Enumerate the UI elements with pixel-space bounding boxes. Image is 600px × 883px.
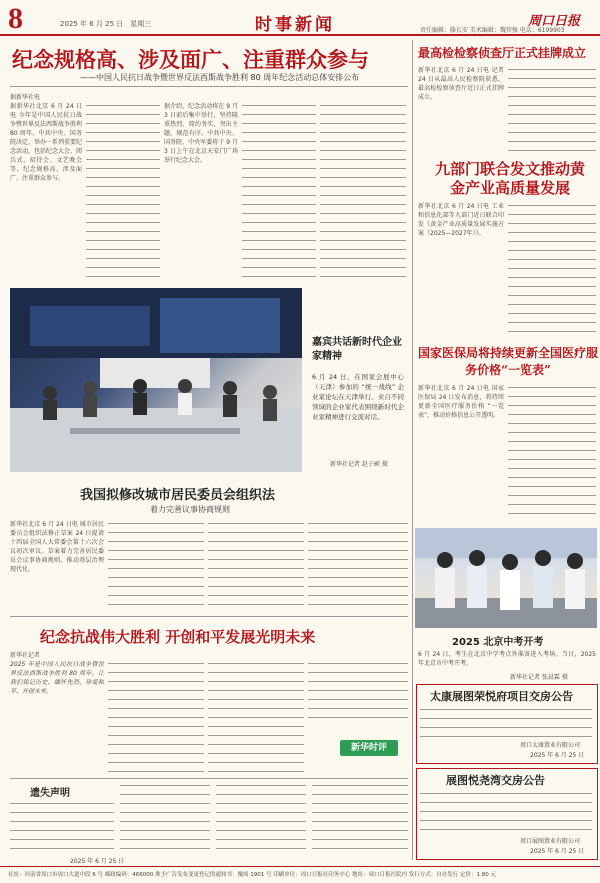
newspaper-logo: 周口日报 xyxy=(528,14,581,29)
medical-price-body: 新华社北京 6 月 24 日电 国家医保局 24 日发布消息，将持续更新全国医疗服务价格 “一览表”，推动价格信息公开透明。 xyxy=(418,385,504,419)
procuratorate-body: 新华社北京 6 月 24 日电 记者 24 日从最高人民检察院获悉，最高检检察侦查厅近日正式挂牌成立。 xyxy=(418,67,504,101)
announcement-title: 太康展图荣悦府项目交房公告 xyxy=(430,690,573,703)
notice-col4 xyxy=(312,782,408,854)
footer-rule xyxy=(0,866,600,867)
lead-subheadline: ——中国人民抗日战争暨世界反法西斯战争胜利 80 周年纪念活动总体安排公布 xyxy=(80,73,360,82)
exam-photo xyxy=(415,528,597,628)
issue-date: 2025 年 6 月 25 日 星期三 xyxy=(60,20,152,28)
notices-title: 遗失声明 xyxy=(30,788,70,799)
lead-body-col2 xyxy=(86,102,160,282)
forum-photo xyxy=(10,288,302,472)
exam-headline: 2025 北京中考开考 xyxy=(452,637,544,648)
editor-line: 责任编辑：滕长安 美术编辑：魏智强 电话：6199903 xyxy=(420,27,565,34)
divider xyxy=(10,616,408,617)
forum-photo-illustration xyxy=(10,288,302,472)
announcement-title: 展图悦尧湾交房公告 xyxy=(446,774,545,787)
divider xyxy=(10,86,408,87)
xinhua-commentary-badge: 新华时评 xyxy=(340,740,398,756)
committee-headline: 我国拟修改城市居民委员会组织法 xyxy=(80,488,276,503)
gold-industry-body: 新华社北京 6 月 24 日电 工业和信息化部等九部门近日联合印发《黄金产业高质量发展实施方案（2025—2027年）》。 xyxy=(418,203,504,237)
notice-col2 xyxy=(120,782,210,854)
footer-imprint: 社址：河南省周口市周口大道中段 6 号 邮政编码：466000 准予广告发布变更登记的通知书：豫周 1901 号 印刷单位：周口日报社印务中心 地址：周口日报社院内 发行方式：自办发行 定价：1.80 元 xyxy=(8,872,496,878)
procuratorate-headline: 最高检检察侦查厅正式挂牌成立 xyxy=(418,46,587,60)
lead-source: 据新华社电 xyxy=(10,94,41,101)
column-divider xyxy=(412,40,413,860)
exam-caption: 6 月 24 日，考生在北京中学考点外准备进入考场。当日，2025 年北京市中考开考。 xyxy=(418,651,596,667)
lead-headline: 纪念规格高、涉及面广、注重群众参与 xyxy=(12,47,369,72)
gold-industry-body-col2 xyxy=(508,202,596,338)
divider xyxy=(10,778,408,779)
committee-subheadline: 着力完善议事协商规则 xyxy=(150,505,230,514)
section-title: 时事新闻 xyxy=(255,15,335,35)
notice-col3 xyxy=(216,782,306,854)
exam-credit: 新华社记者 张晨霖 摄 xyxy=(510,674,568,681)
photo-feature-credit: 新华社记者 赵子硕 摄 xyxy=(330,461,388,468)
commentary-body-col4 xyxy=(308,660,408,726)
commentary-body: 2025 年是中国人民抗日战争暨世界反法西斯战争胜利 80 周年。让我们铭记历史、缅怀先烈、珍爱和平、开创未来。 xyxy=(10,661,104,695)
exam-photo-illustration xyxy=(415,528,597,628)
announcement-body xyxy=(420,706,592,738)
committee-body: 新华社北京 6 月 24 日电 城市居民委员会组织法修正草案 24 日提请十四届全国人大常委会第十六次会议初次审议。草案着力完善居民委员会议事协商规则，推动基层治理现代化。 xyxy=(10,521,104,573)
notice-col1 xyxy=(10,800,114,854)
committee-body-col3 xyxy=(208,520,304,612)
announcement-org: 周口太康置业有限公司 xyxy=(520,742,581,749)
announcement-date: 2025 年 6 月 25 日 xyxy=(530,752,585,759)
lead-body-col5 xyxy=(320,102,406,282)
announcement-org: 周口展图置业有限公司 xyxy=(520,838,581,845)
page-number: 8 xyxy=(8,2,23,35)
lead-body-col1: 据新华社北京 6 月 24 日电 今年是中国人民抗日战争暨世界反法西斯战争胜利 80 周年。中共中央、国务院决定，举办一系列重要纪念活动，包括纪念大会、阅兵式、招待会、文艺晚会等。纪念规格高、涉及面广、注重群众参与。 xyxy=(10,103,82,182)
notice-date: 2025 年 6 月 25 日 xyxy=(70,858,125,865)
gold-industry-headline: 九部门联合发文推动黄金产业高质量发展 xyxy=(434,160,585,197)
photo-feature-caption: 6 月 24 日，在国家会展中心（天津）参加的 “统一战线” 企业家论坛在天津举行。来自不同领域的企业家代表围绕新时代企业家精神进行交流对话。 xyxy=(312,373,404,421)
procuratorate-body-col2 xyxy=(508,66,596,158)
medical-price-body-col2 xyxy=(508,384,596,520)
announcement-date: 2025 年 6 月 25 日 xyxy=(530,848,585,855)
commentary-body-col3 xyxy=(208,660,304,772)
committee-body-col2 xyxy=(108,520,204,612)
announcement-body xyxy=(420,790,592,832)
photo-feature-title: 嘉宾共话新时代企业家精神 xyxy=(312,337,402,362)
committee-body-col4 xyxy=(308,520,408,612)
lead-body-col4 xyxy=(242,102,316,282)
commentary-headline: 纪念抗战伟大胜利 开创和平发展光明未来 xyxy=(40,628,316,646)
commentary-body-col2 xyxy=(108,660,204,772)
lead-body-col3: 据介绍，纪念活动将在 9 月 3 日前后集中举行，坚持隆重热烈、简约务实，突出主题，规范有序。中共中央、国务院、中央军委将于 9 月 3 日上午在北京天安门广场举行纪念大会。 xyxy=(164,103,238,164)
medical-price-headline: 国家医保局将持续更新全国医疗服务价格“一览表” xyxy=(418,346,599,377)
commentary-source: 新华社记者 xyxy=(10,652,41,659)
